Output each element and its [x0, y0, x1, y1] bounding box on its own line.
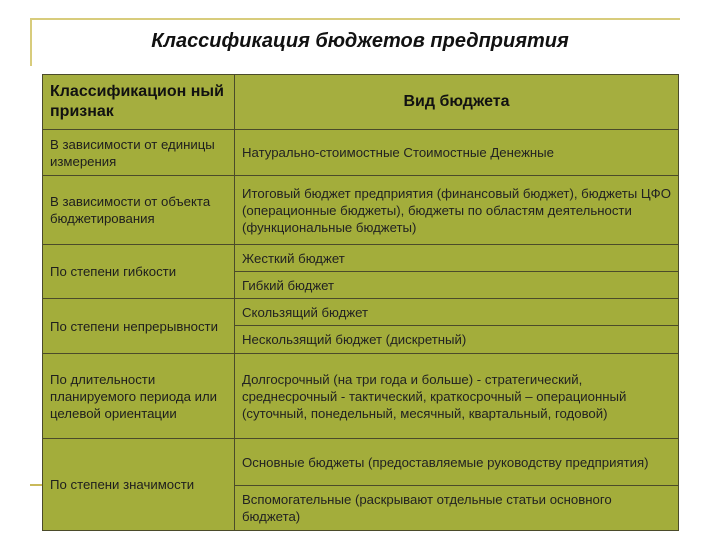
criterion-cell: По степени непрерывности	[43, 299, 235, 354]
frame-tick-mark	[30, 484, 42, 486]
header-budget-type: Вид бюджета	[235, 75, 679, 130]
budget-type-cell: Нескользящий бюджет (дискретный)	[235, 326, 679, 354]
table-row	[43, 354, 679, 439]
table-row	[43, 439, 679, 486]
budget-type-cell: Скользящий бюджет	[235, 299, 679, 326]
table-row	[43, 245, 679, 272]
frame-top-line	[30, 18, 680, 20]
criterion-cell: По длительности планируемого периода или целевой ориентации	[43, 354, 235, 439]
table-row	[43, 176, 679, 245]
slide-title: Классификация бюджетов предприятия	[151, 30, 569, 52]
frame-left-line	[30, 18, 32, 66]
budget-type-cell: Гибкий бюджет	[235, 272, 679, 299]
criterion-cell: В зависимости от единицы измерения	[43, 130, 235, 176]
table-row	[43, 299, 679, 326]
criterion-cell: По степени значимости	[43, 439, 235, 531]
budget-type-cell: Вспомогательные (раскрывают отдельные статьи основного бюджета)	[235, 486, 679, 531]
criterion-cell: В зависимости от объекта бюджетирования	[43, 176, 235, 245]
budget-type-cell: Основные бюджеты (предоставляемые руководству предприятия)	[235, 439, 679, 486]
criterion-cell: По степени гибкости	[43, 245, 235, 299]
table-header-row	[43, 75, 679, 130]
budget-type-cell: Долгосрочный (на три года и больше) - стратегический, среднесрочный - тактический, краткосрочный – операционный (суточный, понедельный, месячный, квартальный, годовой)	[235, 354, 679, 439]
budget-type-cell: Натурально-стоимостные Стоимостные Денежные	[235, 130, 679, 176]
budget-type-cell: Жесткий бюджет	[235, 245, 679, 272]
table-row	[43, 130, 679, 176]
budget-type-cell: Итоговый бюджет предприятия (финансовый бюджет), бюджеты ЦФО (операционные бюджеты), бюджеты по областям деятельности (функциональные бюджеты)	[235, 176, 679, 245]
budget-classification-table	[42, 74, 679, 531]
header-criterion: Классификацион ный признак	[43, 75, 235, 130]
